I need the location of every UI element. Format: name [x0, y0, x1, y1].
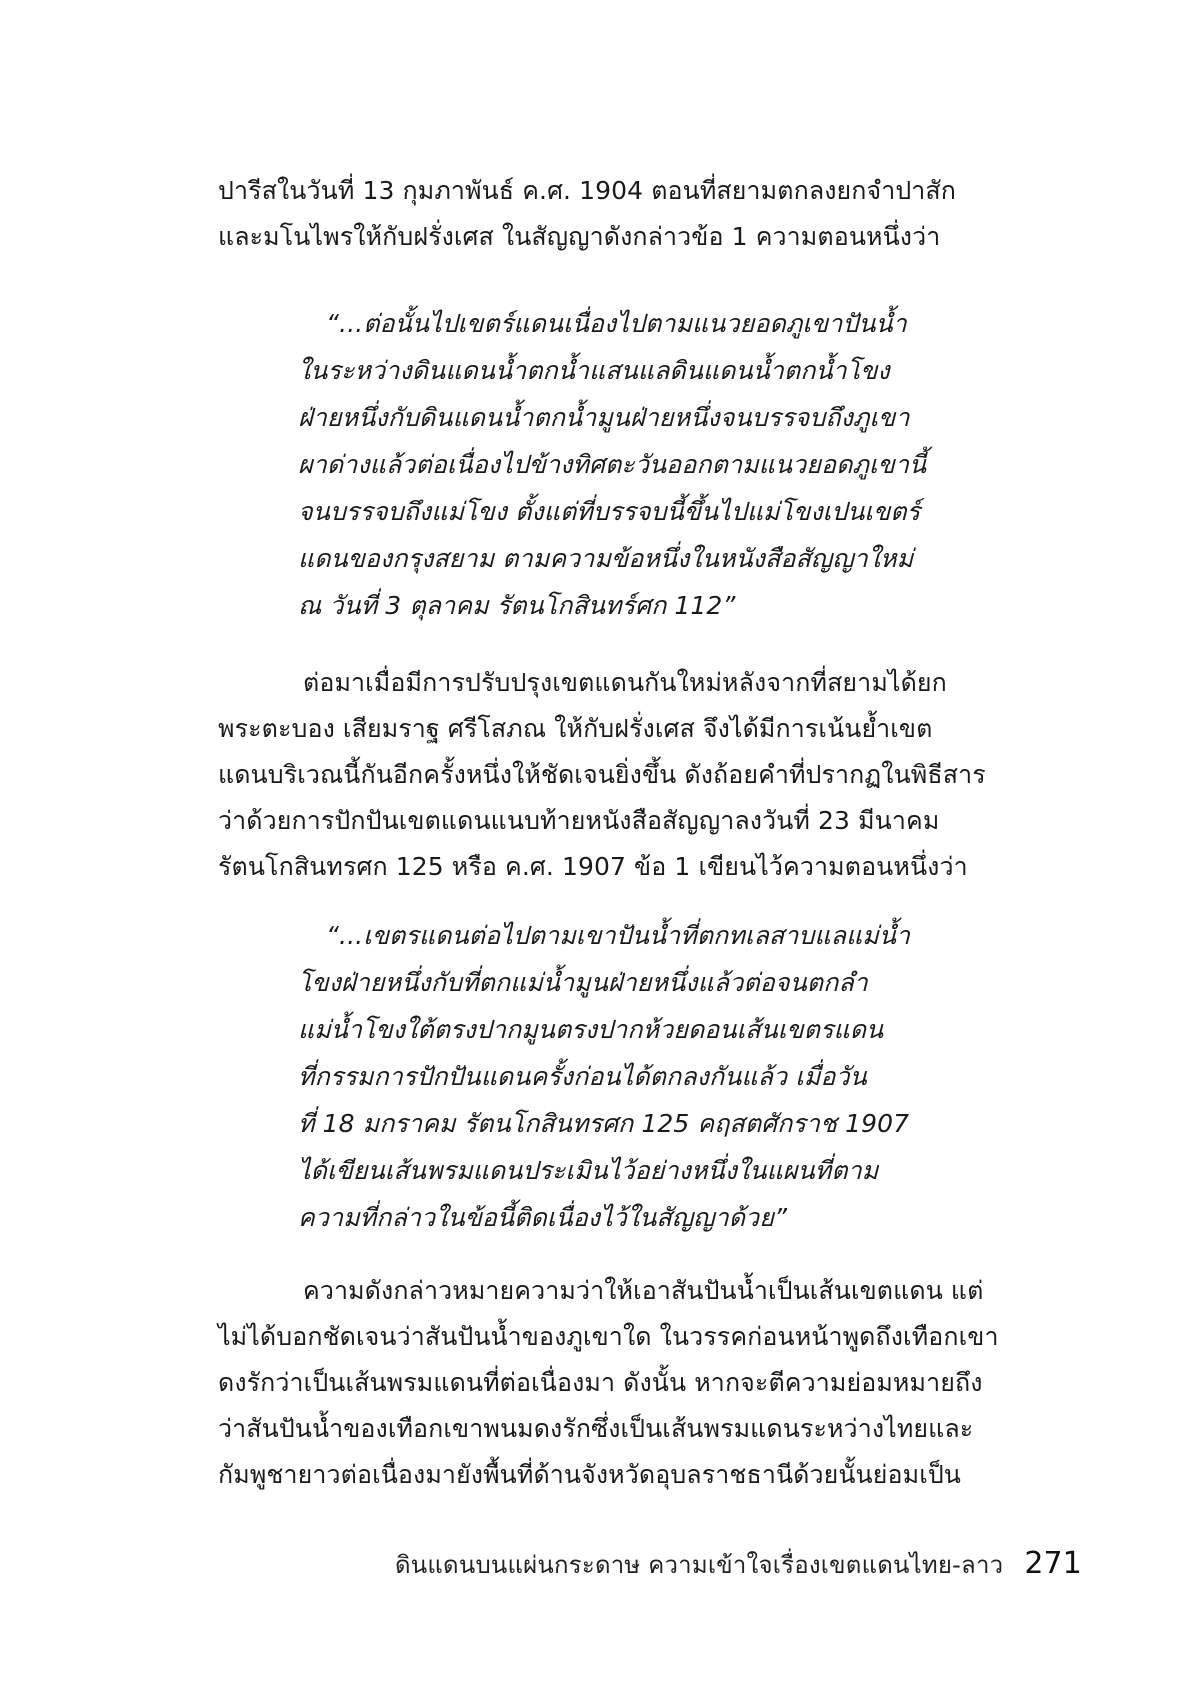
quote-line: แดนของกรุงสยาม ตามความข้อหนึ่งในหนังสือสัญญาใหม่ [298, 544, 914, 573]
paragraph-1 [218, 168, 988, 260]
quote-line: โขงฝ่ายหนึ่งกับที่ตกแม่น้ำมูนฝ่ายหนึ่งแล้วต่อจนตกลำ [298, 968, 868, 997]
quote-line: ณ วันที่ 3 ตุลาคม รัตนโกสินทร์ศก 112” [298, 591, 736, 620]
block-quote-2 [298, 912, 918, 1241]
paragraph-line: ว่าสันปันน้ำของเทือกเขาพนมดงรักซึ่งเป็นเส้นพรมแดนระหว่างไทยและ [218, 1414, 974, 1443]
paragraph-line: ไม่ได้บอกชัดเจนว่าสันปันน้ำของภูเขาใด ในวรรคก่อนหน้าพูดถึงเทือกเขา [218, 1322, 999, 1351]
quote-line: ในระหว่างดินแดนน้ำตกน้ำแสนแลดินแดนน้ำตกน้ำโขง [298, 356, 890, 385]
paragraph-3 [218, 1268, 999, 1498]
quote-line: “...เขตรแดนต่อไปตามเขาปันน้ำที่ตกทเลสาบแลแม่น้ำ [326, 921, 911, 950]
quote-line: จนบรรจบถึงแม่โขง ตั้งแต่ที่บรรจบนี้ขึ้นไปแม่โขงเปนเขตร์ [298, 497, 921, 526]
quote-line: ที่ 18 มกราคม รัตนโกสินทรศก 125 คฤสตศักราช 1907 [298, 1109, 910, 1138]
paragraph-line: กัมพูชายาวต่อเนื่องมายังพื้นที่ด้านจังหวัดอุบลราชธานีด้วยนั้นย่อมเป็น [218, 1460, 961, 1489]
quote-line: “...ต่อนั้นไปเขตร์แดนเนื่องไปตามแนวยอดภูเขาปันน้ำ [326, 309, 907, 338]
paragraph-line: และมโนไพรให้กับฝรั่งเศส ในสัญญาดังกล่าวข้อ 1 ความตอนหนึ่งว่า [218, 222, 941, 251]
paragraph-line: ดงรักว่าเป็นเส้นพรมแดนที่ต่อเนื่องมา ดังนั้น หากจะตีความย่อมหมายถึง [218, 1368, 983, 1397]
page-number: 271 [1024, 1546, 1082, 1581]
quote-line: ฝ่ายหนึ่งกับดินแดนน้ำตกน้ำมูนฝ่ายหนึ่งจนบรรจบถึงภูเขา [298, 403, 910, 432]
paragraph-2 [218, 660, 988, 890]
paragraph-line: ปารีสในวันที่ 13 กุมภาพันธ์ ค.ศ. 1904 ตอนที่สยามตกลงยกจำปาสัก [218, 176, 957, 205]
quote-line: แม่น้ำโขงใต้ตรงปากมูนตรงปากห้วยดอนเส้นเขตรแดน [298, 1015, 884, 1044]
page-footer [395, 1545, 1082, 1584]
block-quote-1 [298, 300, 927, 629]
paragraph-line: รัตนโกสินทรศก 125 หรือ ค.ศ. 1907 ข้อ 1 เขียนไว้ความตอนหนึ่งว่า [218, 852, 968, 881]
paragraph-line: ความดังกล่าวหมายความว่าให้เอาสันปันน้ำเป็นเส้นเขตแดน แต่ [303, 1276, 984, 1305]
quote-line: ที่กรรมการปักปันแดนครั้งก่อนได้ตกลงกันแล้ว เมื่อวัน [298, 1062, 867, 1091]
paragraph-line: ว่าด้วยการปักปันเขตแดนแนบท้ายหนังสือสัญญาลงวันที่ 23 มีนาคม [218, 806, 940, 835]
quote-line: ความที่กล่าวในข้อนี้ติดเนื่องไว้ในสัญญาด้วย” [298, 1203, 787, 1232]
paragraph-line: ต่อมาเมื่อมีการปรับปรุงเขตแดนกันใหม่หลังจากที่สยามได้ยก [303, 668, 947, 697]
paragraph-line: พระตะบอง เสียมราฐ ศรีโสภณ ให้กับฝรั่งเศส จึงได้มีการเน้นย้ำเขต [218, 714, 933, 743]
running-title: ดินแดนบนแผ่นกระดาษ ความเข้าใจเรื่องเขตแดนไทย-ลาว [395, 1551, 1004, 1579]
quote-line: ได้เขียนเส้นพรมแดนประเมินไว้อย่างหนึ่งในแผนที่ตาม [298, 1156, 879, 1185]
quote-line: ผาด่างแล้วต่อเนื่องไปข้างทิศตะวันออกตามแนวยอดภูเขานี้ [298, 450, 927, 479]
paragraph-line: แดนบริเวณนี้กันอีกครั้งหนึ่งให้ชัดเจนยิ่งขึ้น ดังถ้อยคำที่ปรากฏในพิธีสาร [218, 760, 986, 789]
